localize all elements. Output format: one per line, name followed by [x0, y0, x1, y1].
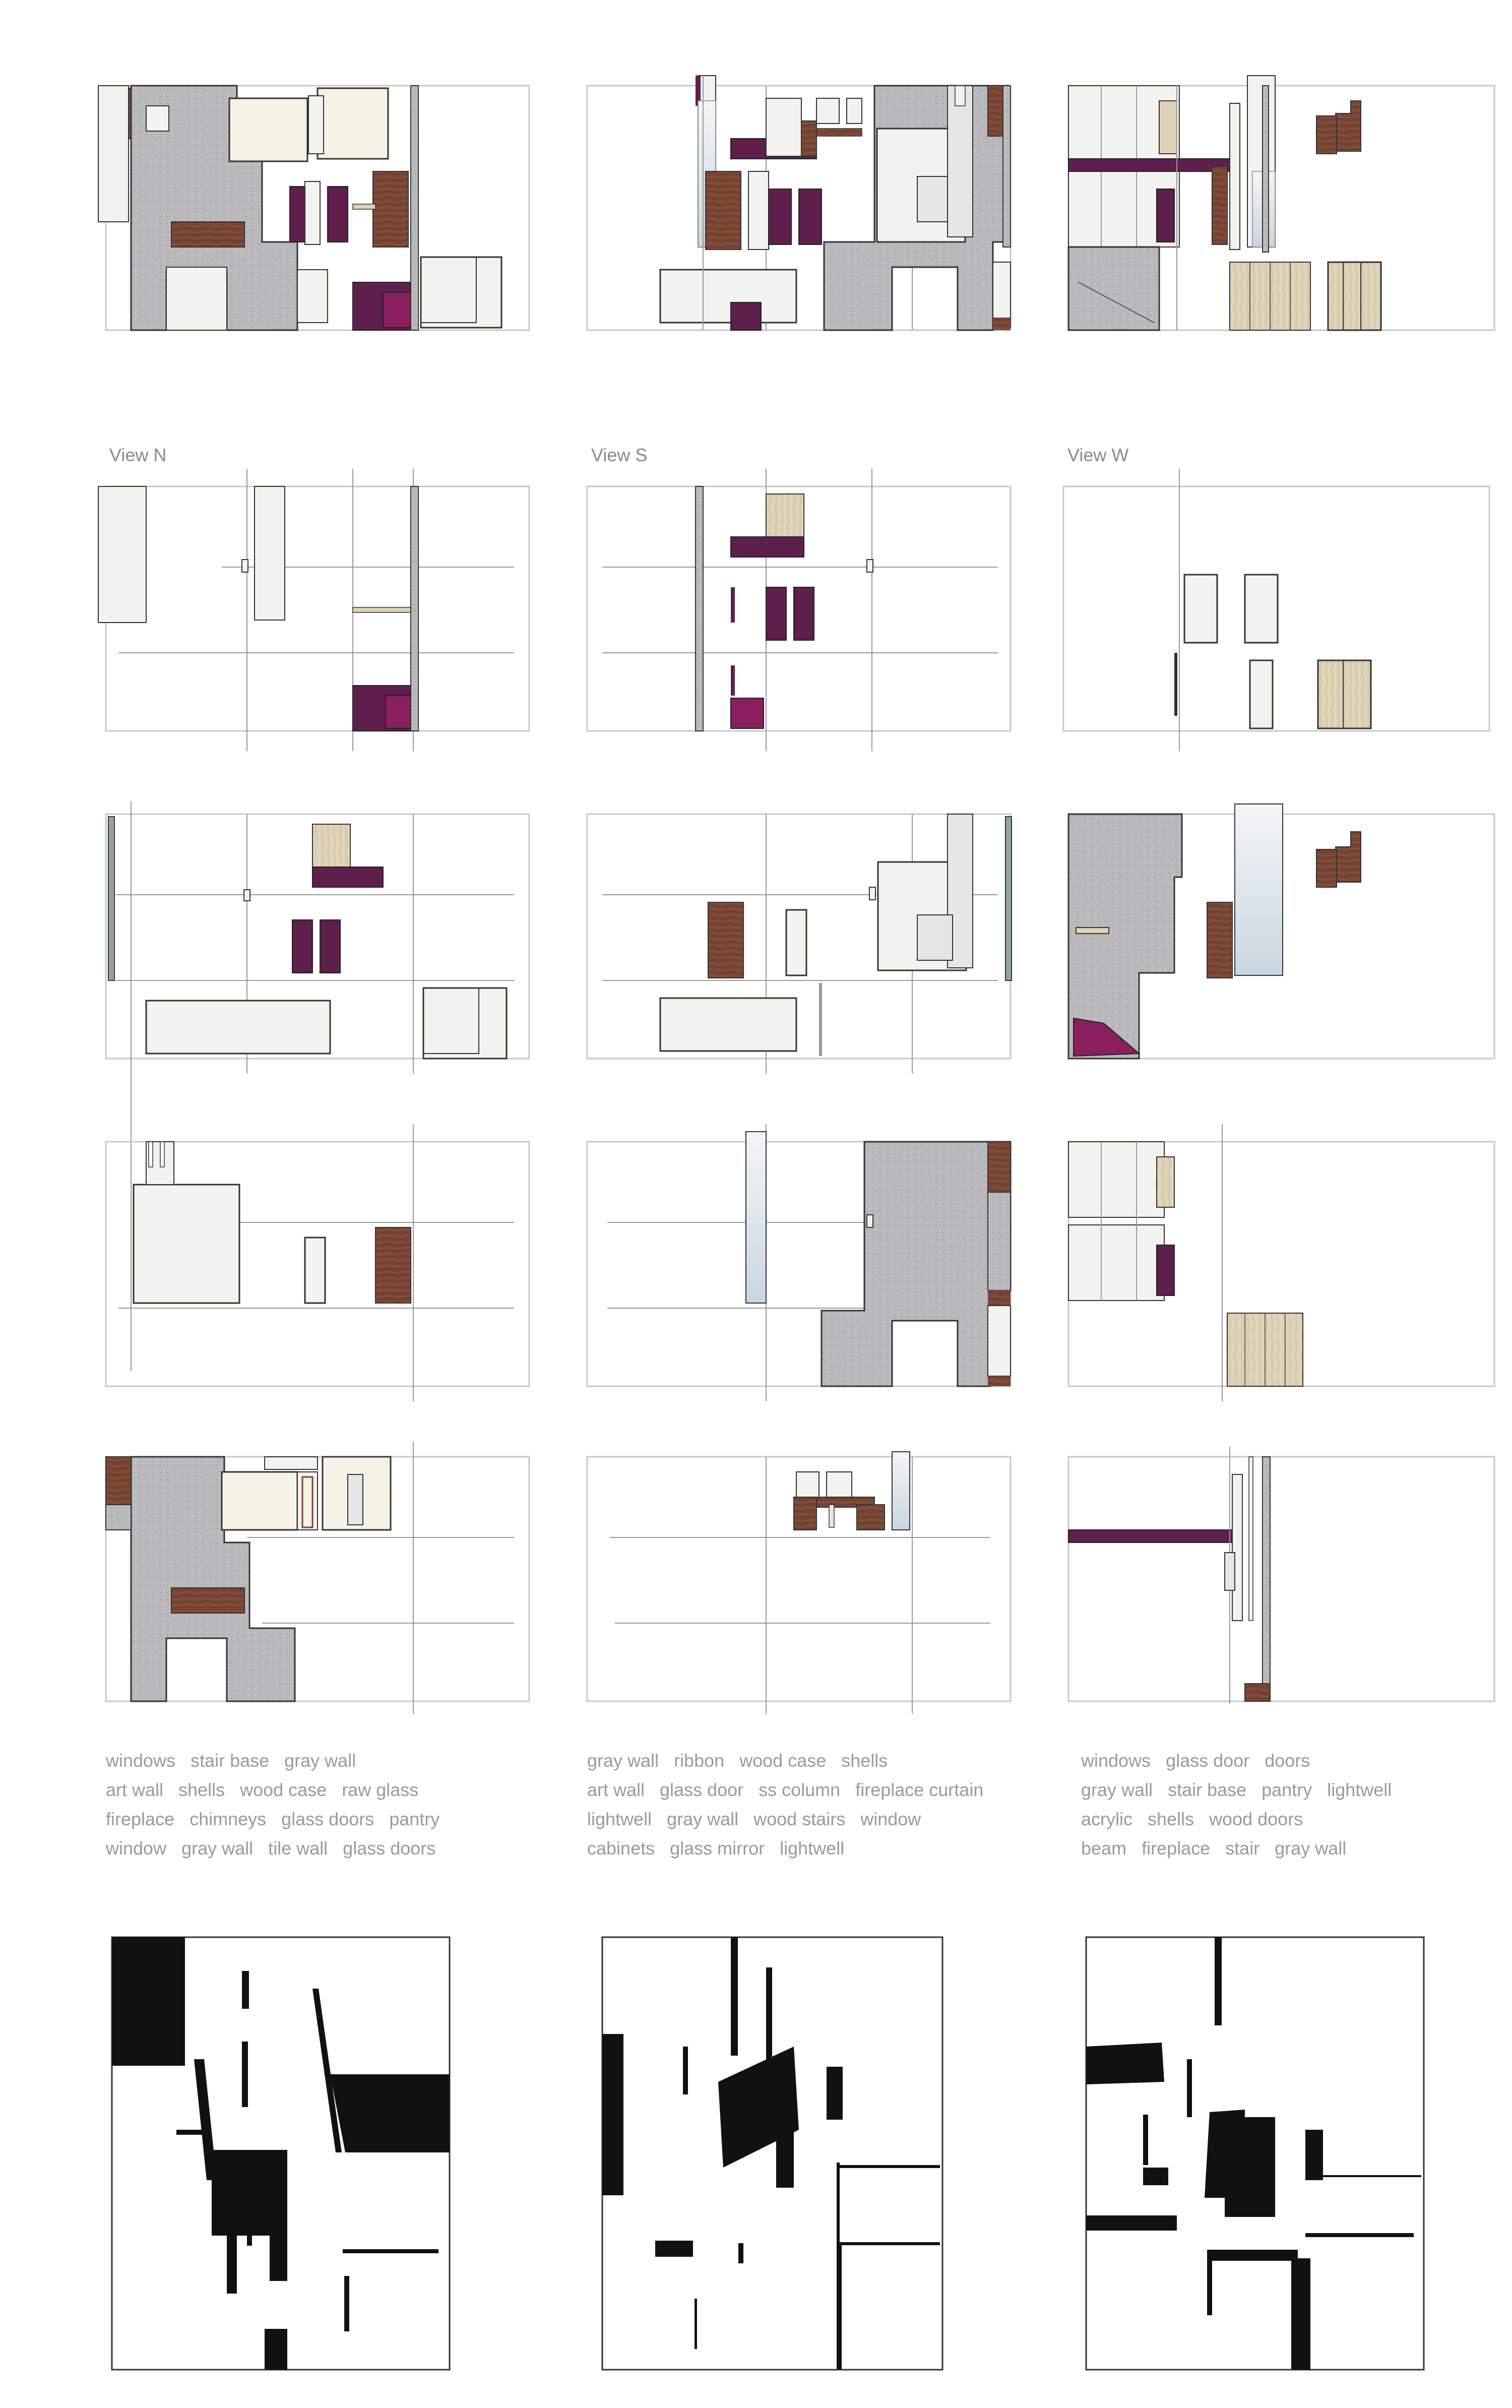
- legend-col1-line1: windows stair base gray wall: [106, 1750, 356, 1771]
- legend-col2-line3: lightwell gray wall wood stairs window: [587, 1809, 921, 1829]
- panel-row4-col3: [1068, 1124, 1494, 1401]
- panel-row4-col2: [587, 1124, 1011, 1401]
- legend-col2-line2: art wall glass door ss column fireplace curtain: [587, 1779, 984, 1800]
- legend-col1-line3: fireplace chimneys glass doors pantry: [106, 1809, 440, 1829]
- legend-col3: [1081, 1750, 1392, 1859]
- legend-col3-line2: gray wall stair base pantry lightwell: [1081, 1779, 1392, 1800]
- legend-col1-line2: art wall shells wood case raw glass: [106, 1779, 419, 1800]
- panel-row3-col3: [1068, 804, 1494, 1059]
- figure-ground-right: [1086, 1937, 1424, 2370]
- panel-row2-col3: [1063, 469, 1489, 751]
- view-n-title: View N: [109, 445, 167, 465]
- legend-col1-line4: window gray wall tile wall glass doors: [106, 1838, 436, 1859]
- view-s-title: View S: [591, 445, 648, 465]
- panel-row3-col2: [587, 814, 1012, 1074]
- panel-row1-col3: [1068, 76, 1494, 330]
- panel-row4-col1: [106, 1124, 529, 1401]
- figure-ground-middle: [602, 1937, 942, 2370]
- panel-row2-col2: [587, 469, 1011, 751]
- legend-col3-line1: windows glass door doors: [1081, 1750, 1310, 1771]
- legend-col3-line4: beam fireplace stair gray wall: [1081, 1838, 1347, 1859]
- legend-col2: [587, 1750, 983, 1859]
- view-w-title: View W: [1067, 445, 1129, 465]
- legend-col3-line3: acrylic shells wood doors: [1081, 1809, 1303, 1829]
- panel-row5-col2: [587, 1452, 1011, 1714]
- panel-row2-col1: [98, 469, 529, 751]
- panel-row5-col1: [106, 1442, 529, 1714]
- panel-row5-col3: [1068, 1447, 1494, 1704]
- panel-row1-col1: [98, 86, 529, 330]
- legend-col2-line4: cabinets glass mirror lightwell: [587, 1838, 845, 1859]
- legend-col2-line1: gray wall ribbon wood case shells: [587, 1750, 888, 1771]
- panel-row1-col2: [587, 76, 1011, 330]
- legend-col1: [105, 1750, 439, 1859]
- figure-ground-left: [112, 1937, 450, 2370]
